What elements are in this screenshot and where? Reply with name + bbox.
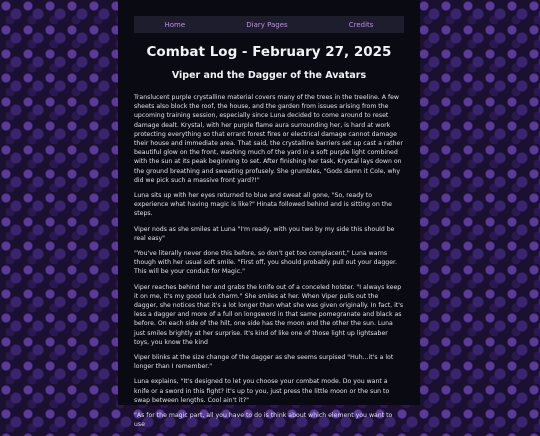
article-paragraph: Luna explains, "It's designed to let you choose your combat mode. Do you want a knife or a sword in this fight? It's up to you, just press the little moon or the sun to swap between lengths. Cool ain't it?" — [134, 378, 390, 404]
article-paragraph: Luna sits up with her eyes returned to blue and sweat all gone, "So, ready to experience what having magic is like?" Hinata followed behind and is sitting on the steps. — [134, 192, 392, 218]
nav-link-home[interactable]: Home — [164, 20, 186, 29]
article-content — [134, 40, 404, 436]
nav-bar — [134, 16, 404, 33]
article-paragraph: Viper blinks at the size change of the dagger as she seems surpised "Huh...it's a lot longer than I remember." — [134, 354, 394, 371]
article-paragraph: Translucent purple crystalline material covers many of the trees in the treeline. A few sheets also block the roof, the house, and the garden from issues arising from the upcoming training session, especially since Luna decided to come around to reset damage dealt. Krystal, with her purple flame aura surrounding her, is hard at work protecting everything so that errant forest fires or electrical damage cannot damage their house and immediate area. That said, the crystalline barriers set up cast a rather beautiful glow on the front, washing much of the yard in a soft purple light combined with the sun at its peak beginning to set. After finishing her task, Krystal lays down on the ground breathing and sweating profusely. She grumbles, "Gods damn it Cole, why did we pick such a massive front yard?!" — [134, 94, 403, 184]
page-title: Combat Log - February 27, 2025 — [146, 44, 392, 60]
nav-link-diary-pages[interactable]: Diary Pages — [246, 20, 288, 29]
article-paragraph: Viper reaches behind her and grabs the knife out of a conceled holster. "I always keep it on me, it's my good luck charm." She smiles at her. When Viper pulls out the dagger, she notices that it's a lot longer than what she was given originally. In fact, it's less a dagger and more of a full on longsword in that same pomegranate and black as before. On each side of the hilt, one side has the moon and the other the sun. Luna just smiles brightly at her surprise. It's kind of like one of those light up lightsaber toys, you know the kind — [134, 283, 404, 346]
article-paragraph: "You've literally never done this before, so don't get too complacent," Luna warns though with her usual soft smile. "First off, you should probably pull out your dagger. This will be your conduit for Magic." — [134, 250, 397, 276]
article-paragraph: "As for the magic part, all you have to do is think about which element you want to use — [134, 412, 393, 429]
nav-link-credits[interactable]: Credits — [348, 20, 374, 29]
article-subtitle: Viper and the Dagger of the Avatars — [171, 70, 367, 81]
page-container — [118, 0, 420, 429]
article-paragraph: Viper nods as she smiles at Luna "I'm ready, with you two by my side this should be real easy" — [134, 225, 395, 242]
